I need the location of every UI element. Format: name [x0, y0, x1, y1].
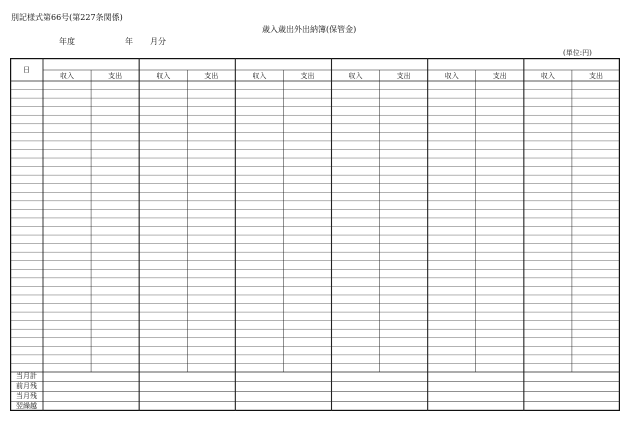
expense-column-header: 支出 [396, 71, 411, 80]
income-column-header: 収入 [348, 71, 363, 80]
ledger-grid [10, 58, 620, 411]
footer-row-label: 当月残 [16, 391, 37, 400]
income-column-header: 収入 [252, 71, 267, 80]
income-column-header: 収入 [60, 71, 75, 80]
expense-column-header: 支出 [492, 71, 507, 80]
expense-column-header: 支出 [588, 71, 603, 80]
document-title: 歳入歳出外出納簿(保管金) [262, 25, 357, 34]
unit-label: (単位:円) [563, 49, 592, 57]
income-column-header: 収入 [156, 71, 171, 80]
table-border [11, 59, 620, 411]
ledger-table [10, 58, 620, 411]
form-identifier: 別記様式第66号(第227条関係) [11, 13, 123, 22]
expense-column-header: 支出 [204, 71, 219, 80]
footer-row-label: 前月残 [16, 382, 37, 391]
footer-row-label: 当月計 [16, 372, 37, 381]
income-column-header: 収入 [540, 71, 555, 80]
footer-row-label: 翌繰越 [16, 401, 37, 410]
year-label: 年 [125, 37, 133, 46]
day-column-header: 日 [23, 66, 30, 74]
expense-column-header: 支出 [300, 71, 315, 80]
expense-column-header: 支出 [108, 71, 123, 80]
fiscal-year-label: 年度 [59, 37, 75, 46]
income-column-header: 収入 [444, 71, 459, 80]
month-label: 月分 [150, 37, 166, 46]
